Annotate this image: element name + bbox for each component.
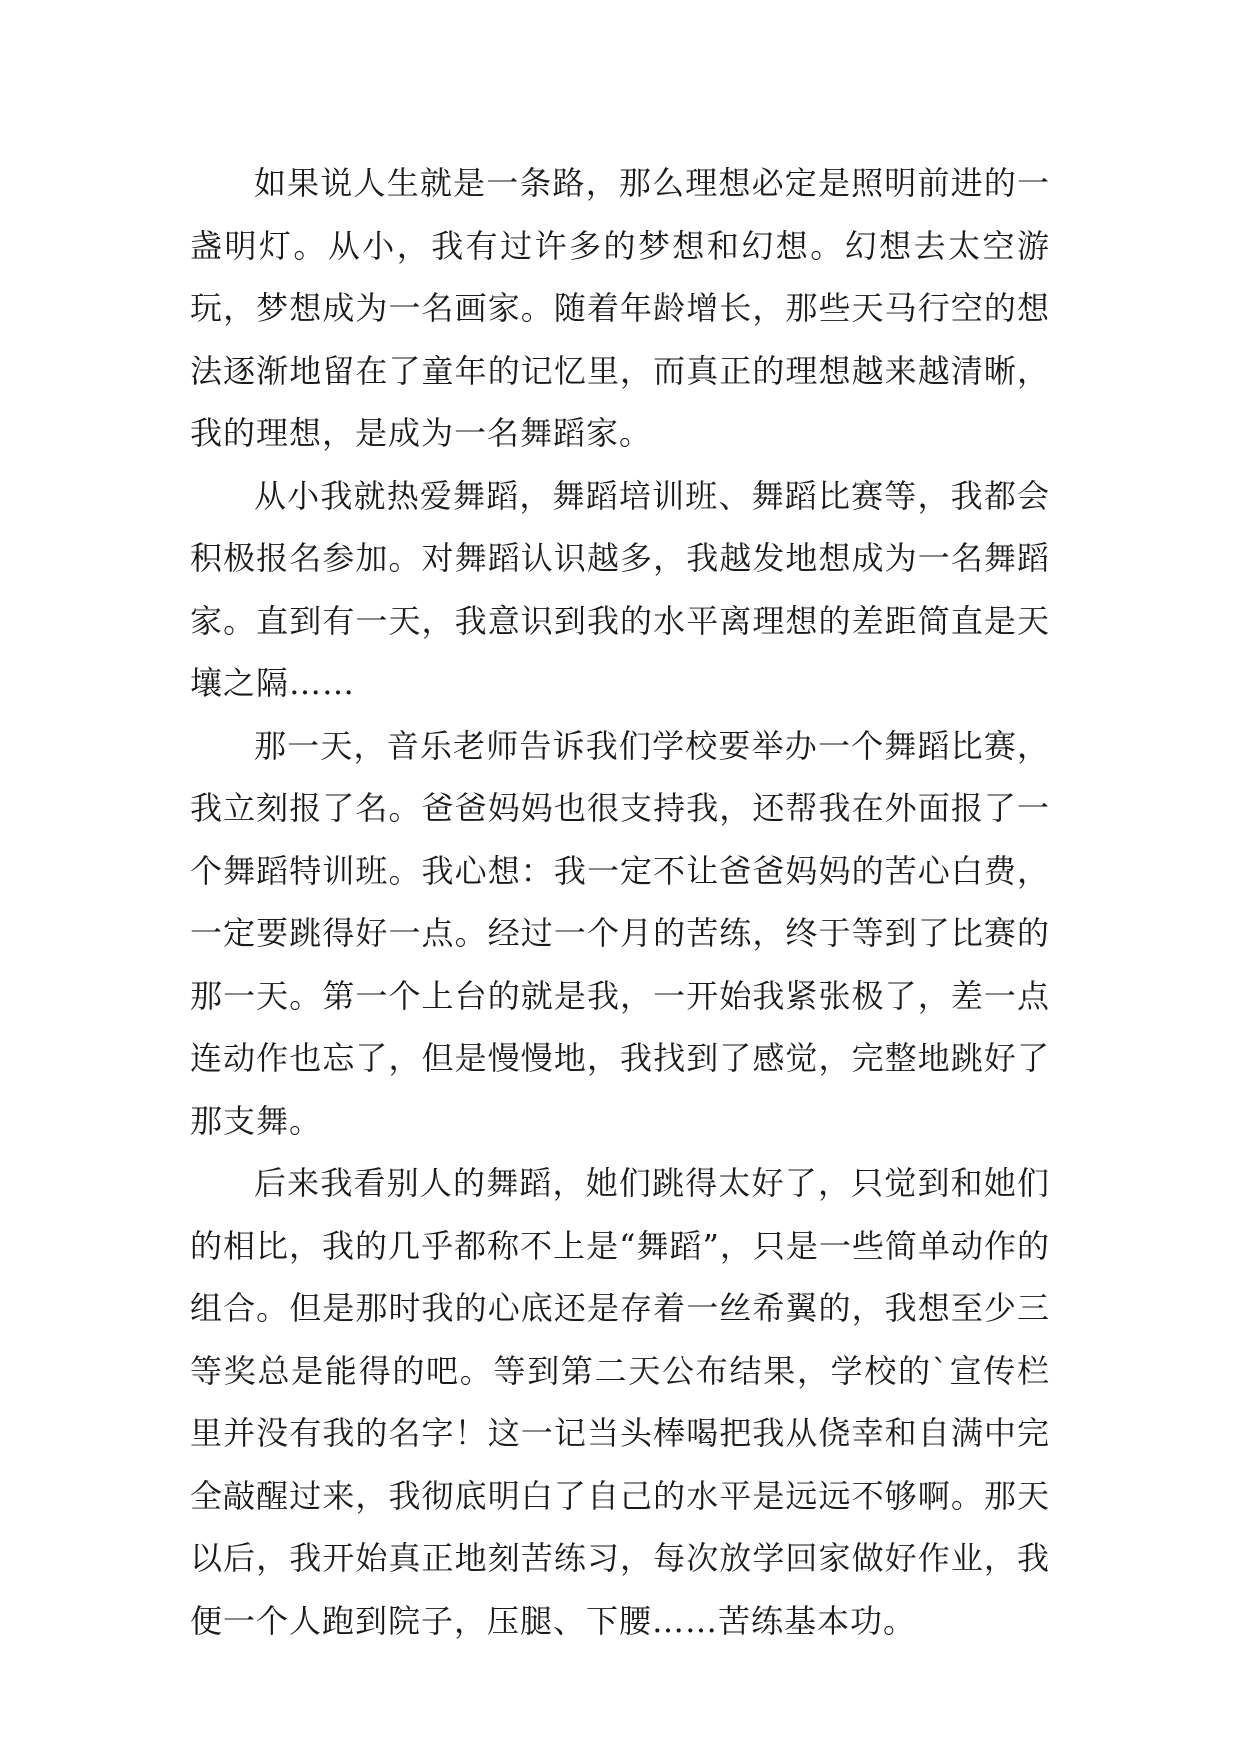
paragraph-1: 如果说人生就是一条路，那么理想必定是照明前进的一盏明灯。从小，我有过许多的梦想和幻想。幻想去太空游玩，梦想成为一名画家。随着年龄增长，那些天马行空的想法逐渐地留在了童年的记忆里，而真正的理想越来越清晰，我的理想，是成为一名舞蹈家。 <box>190 164 1050 452</box>
paragraph-2: 从小我就热爱舞蹈，舞蹈培训班、舞蹈比赛等，我都会积极报名参加。对舞蹈认识越多，我越发地想成为一名舞蹈家。直到有一天，我意识到我的水平离理想的差距简直是天壤之隔…… <box>190 476 1050 702</box>
essay-body <box>190 152 1050 1652</box>
paragraph-4: 后来我看别人的舞蹈，她们跳得太好了，只觉到和她们的相比，我的几乎都称不上是“舞蹈”，只是一些简单动作的组合。但是那时我的心底还是存着一丝希翼的，我想至少三等奖总是能得的吧。等到第二天公布结果，学校的`宣传栏里并没有我的名字！这一记当头棒喝把我从侥幸和自满中完全敲醒过来，我彻底明白了自己的水平是远远不够啊。那天以后，我开始真正地刻苦练习，每次放学回家做好作业，我便一个人跑到院子，压腿、下腰……苦练基本功。 <box>190 1164 1050 1640</box>
paragraph-3: 那一天，音乐老师告诉我们学校要举办一个舞蹈比赛，我立刻报了名。爸爸妈妈也很支持我，还帮我在外面报了一个舞蹈特训班。我心想：我一定不让爸爸妈妈的苦心白费，一定要跳得好一点。经过一个月的苦练，终于等到了比赛的那一天。第一个上台的就是我，一开始我紧张极了，差一点连动作也忘了，但是慢慢地，我找到了感觉，完整地跳好了那支舞。 <box>190 726 1050 1140</box>
